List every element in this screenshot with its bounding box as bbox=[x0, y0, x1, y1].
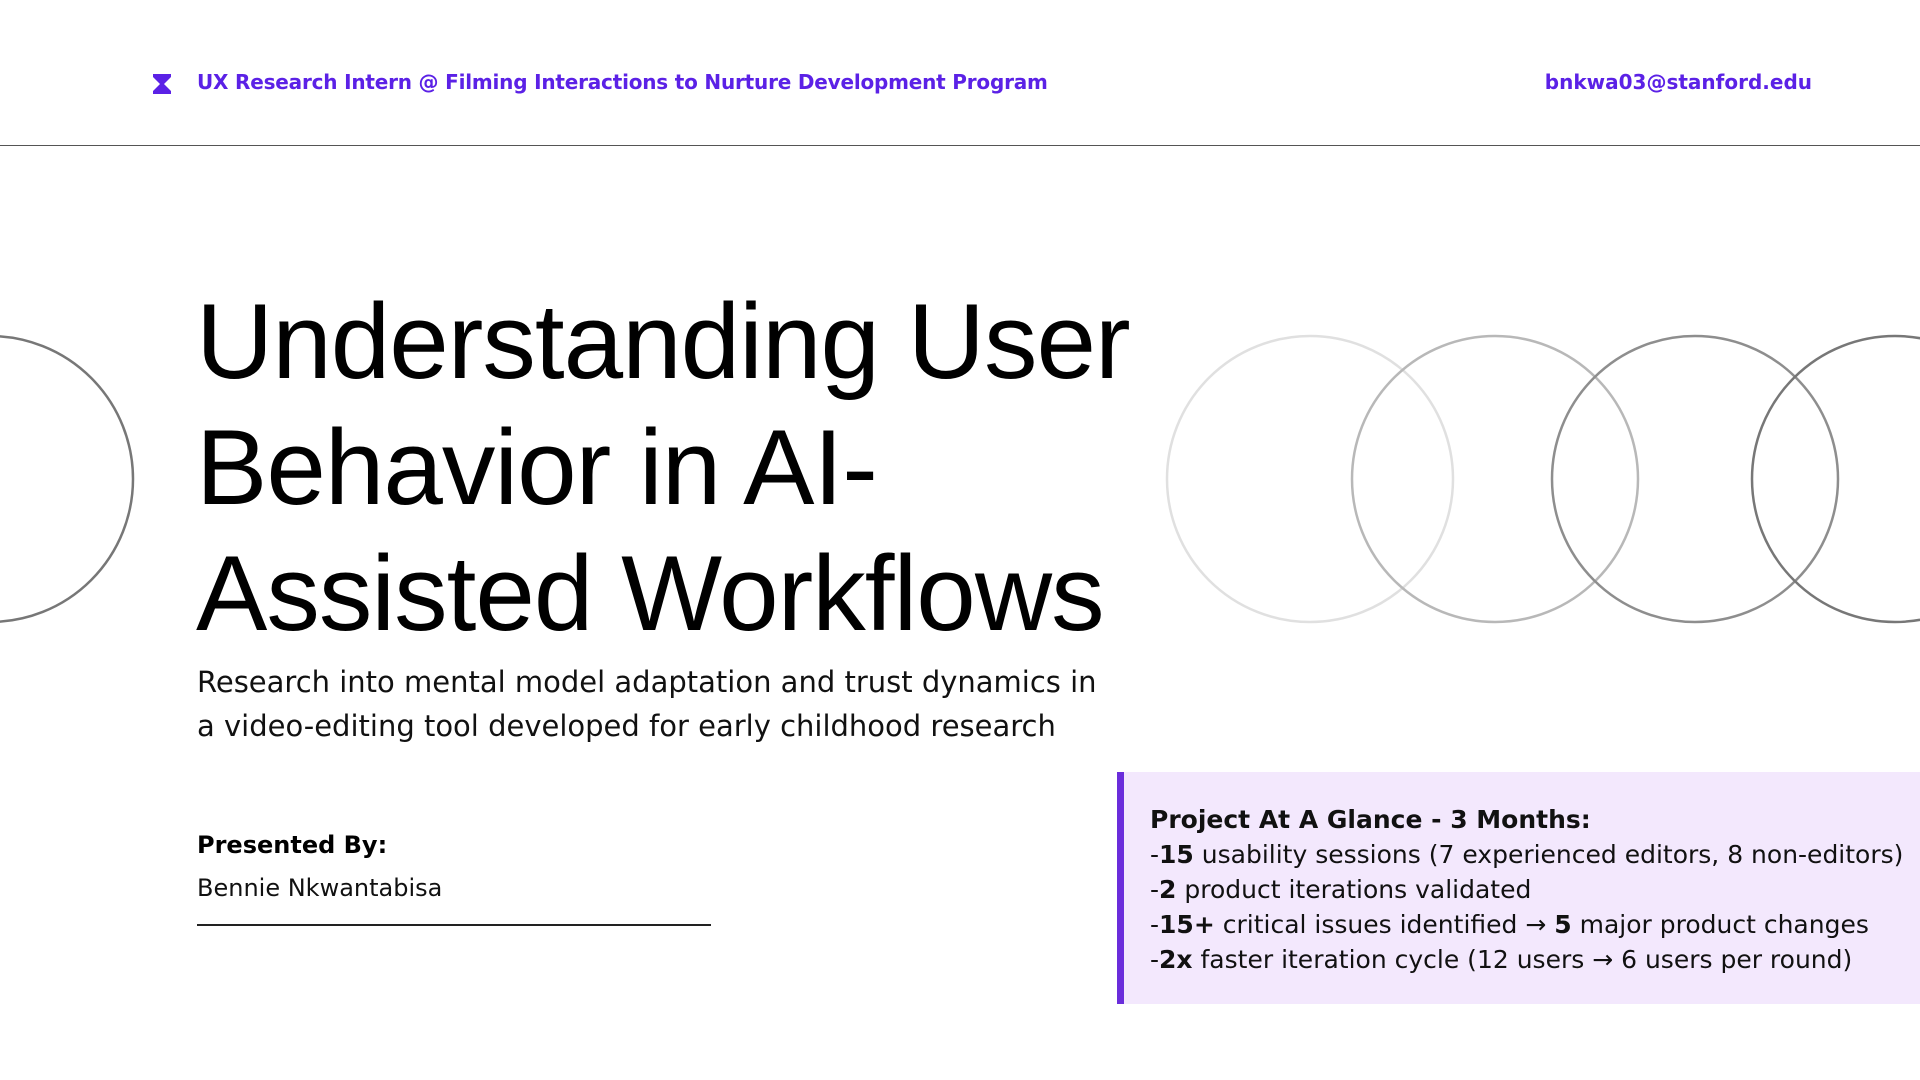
subtitle bbox=[197, 660, 1137, 748]
glance-item bbox=[1150, 942, 1920, 977]
item-text: usability sessions (7 experienced editors, 8 non-editors) bbox=[1193, 840, 1904, 869]
subtitle-line: Research into mental model adaptation and trust dynamics in bbox=[197, 665, 1097, 699]
title-line: Behavior in AI- bbox=[196, 407, 877, 527]
project-glance-box bbox=[1117, 772, 1920, 1004]
header-title: UX Research Intern @ Filming Interactions to Nurture Development Program bbox=[197, 70, 1048, 94]
divider-line bbox=[197, 924, 711, 926]
item-stat: 15 bbox=[1159, 840, 1194, 869]
item-prefix: - bbox=[1150, 945, 1160, 974]
ring-2 bbox=[1352, 336, 1638, 622]
item-stat: 2 bbox=[1159, 875, 1177, 904]
item-text: faster iteration cycle (12 users → 6 users per round) bbox=[1192, 945, 1853, 974]
item-text: product iterations validated bbox=[1176, 875, 1532, 904]
item-prefix: - bbox=[1150, 910, 1160, 939]
hourglass-icon bbox=[151, 73, 173, 95]
presented-by-label: Presented By: bbox=[197, 831, 388, 859]
item-prefix: - bbox=[1150, 840, 1160, 869]
glance-item bbox=[1150, 907, 1920, 942]
ring-1 bbox=[1167, 336, 1453, 622]
email-link[interactable]: bnkwa03@stanford.edu bbox=[1544, 70, 1812, 94]
glance-title: Project At A Glance - 3 Months: bbox=[1150, 805, 1591, 834]
ring-3 bbox=[1552, 336, 1838, 622]
item-stat: 2x bbox=[1159, 945, 1193, 974]
ring-4 bbox=[1752, 336, 1920, 622]
item-stat: 15+ bbox=[1159, 910, 1215, 939]
presenter-name: Bennie Nkwantabisa bbox=[197, 874, 443, 902]
subtitle-line: a video-editing tool developed for early childhood research bbox=[197, 709, 1056, 743]
left-circle bbox=[0, 336, 133, 622]
item-text: critical issues identified → bbox=[1214, 910, 1555, 939]
glance-item bbox=[1150, 872, 1920, 907]
glance-item bbox=[1150, 837, 1920, 872]
title-line: Assisted Workflows bbox=[196, 533, 1104, 653]
title-line: Understanding User bbox=[196, 281, 1130, 401]
item-text-2: major product changes bbox=[1571, 910, 1869, 939]
page-title bbox=[196, 278, 1130, 656]
page-header bbox=[0, 0, 1920, 146]
item-stat-2: 5 bbox=[1554, 910, 1572, 939]
item-prefix: - bbox=[1150, 875, 1160, 904]
